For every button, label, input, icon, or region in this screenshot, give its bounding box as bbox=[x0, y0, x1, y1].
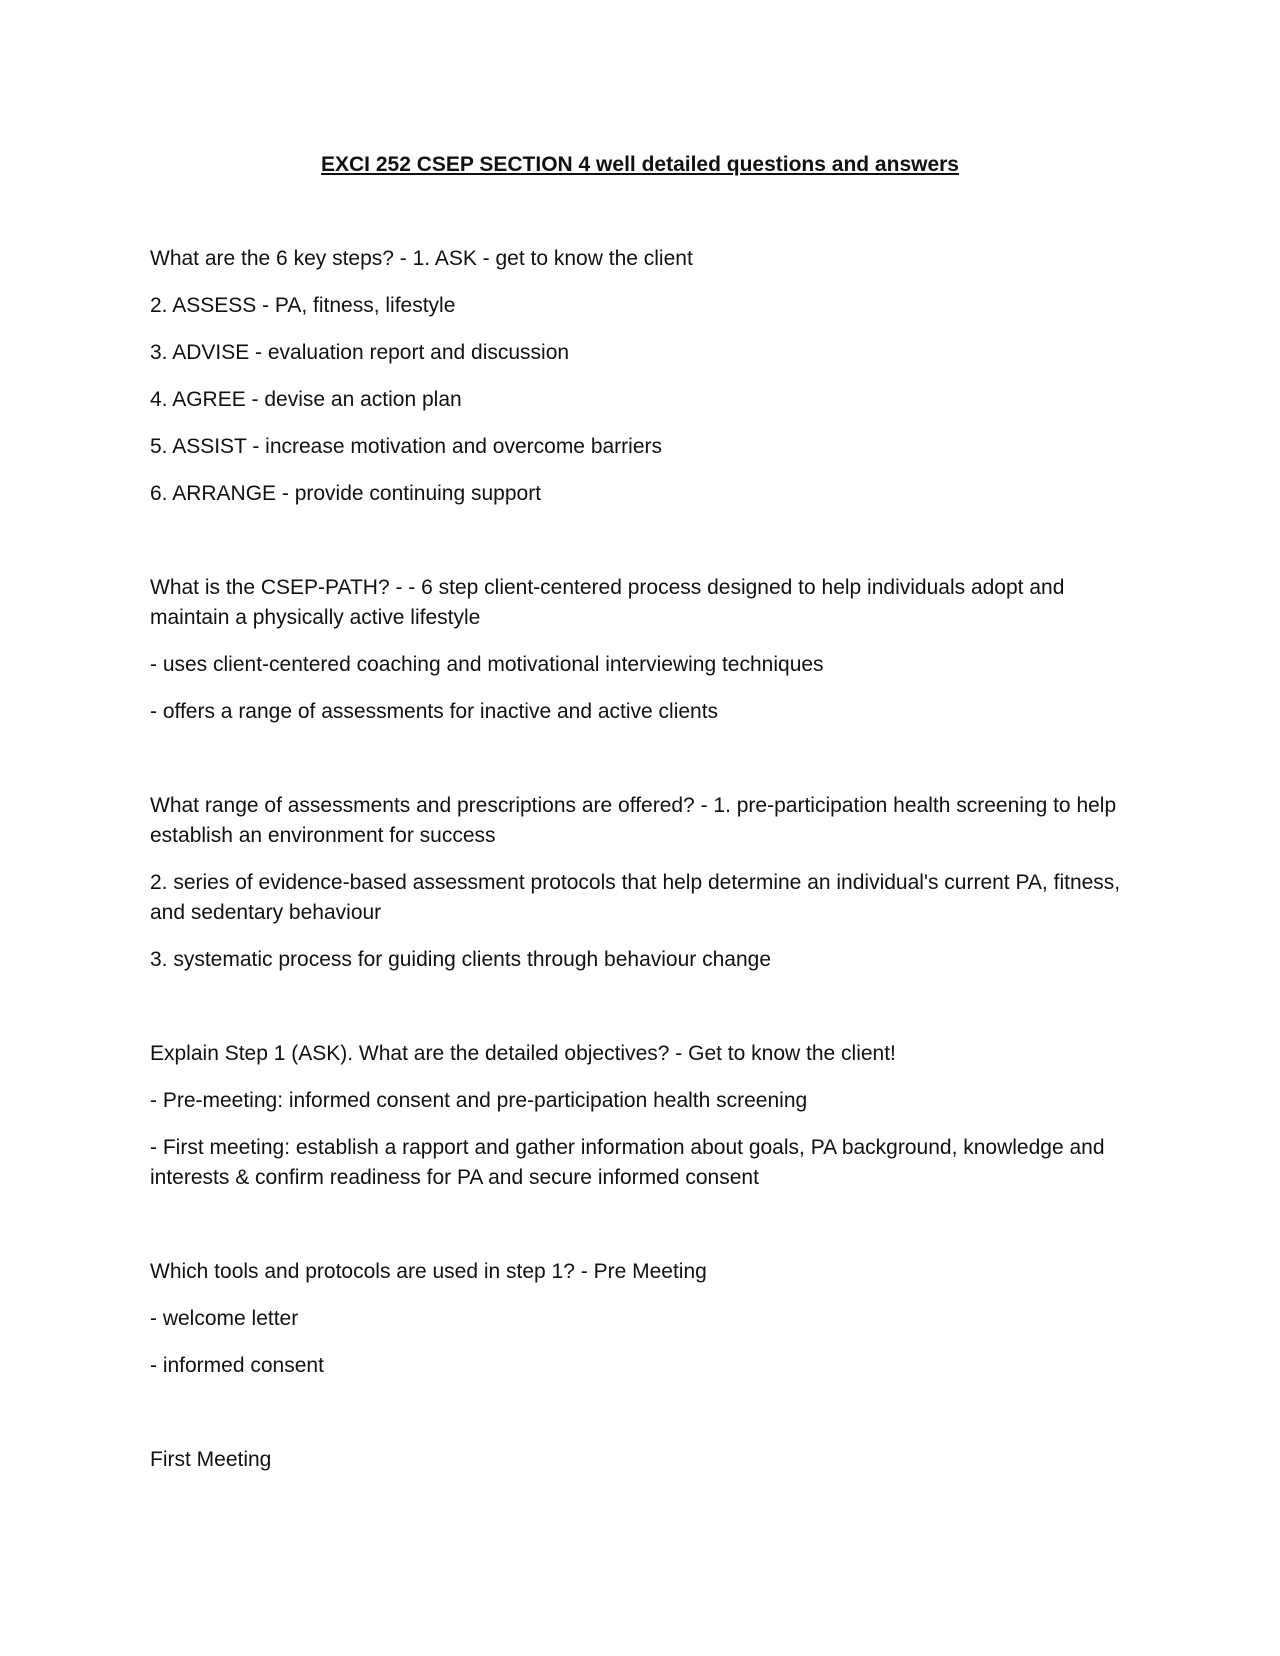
paragraph: First Meeting bbox=[150, 1448, 272, 1471]
document-title: EXCI 252 CSEP SECTION 4 well detailed questions and answers bbox=[321, 153, 959, 176]
paragraph: - welcome letter bbox=[150, 1307, 299, 1330]
paragraph: 6. ARRANGE - provide continuing support bbox=[150, 482, 542, 505]
paragraph: - First meeting: establish a rapport and gather information about goals, PA background, knowledge and interests & confirm readiness for PA and secure informed consent bbox=[150, 1136, 1105, 1189]
paragraph: - offers a range of assessments for inactive and active clients bbox=[150, 700, 719, 723]
paragraph: What range of assessments and prescriptions are offered? - 1. pre-participation health screening to help establish an environment for success bbox=[150, 794, 1117, 847]
paragraph: 4. AGREE - devise an action plan bbox=[150, 388, 462, 411]
paragraph: Explain Step 1 (ASK). What are the detailed objectives? - Get to know the client! bbox=[150, 1042, 896, 1065]
paragraph: - informed consent bbox=[150, 1354, 324, 1377]
qa-block-csep-path bbox=[150, 573, 1135, 727]
qa-block-step-1-tools bbox=[150, 1257, 1135, 1381]
qa-block-step-1-objectives bbox=[150, 1039, 1135, 1193]
paragraph: What are the 6 key steps? - 1. ASK - get to know the client bbox=[150, 247, 693, 270]
paragraph: 3. systematic process for guiding clients through behaviour change bbox=[150, 948, 772, 971]
paragraph: 2. ASSESS - PA, fitness, lifestyle bbox=[150, 294, 456, 317]
paragraph: Which tools and protocols are used in step 1? - Pre Meeting bbox=[150, 1260, 707, 1283]
paragraph: 3. ADVISE - evaluation report and discussion bbox=[150, 341, 570, 364]
document-body bbox=[150, 244, 1135, 1539]
paragraph: 2. series of evidence-based assessment protocols that help determine an individual's current PA, fitness, and sedentary behaviour bbox=[150, 871, 1121, 924]
paragraph: - Pre-meeting: informed consent and pre-participation health screening bbox=[150, 1089, 808, 1112]
qa-block-first-meeting bbox=[150, 1445, 1135, 1475]
paragraph: 5. ASSIST - increase motivation and overcome barriers bbox=[150, 435, 663, 458]
qa-block-assessments bbox=[150, 791, 1135, 975]
qa-block-key-steps bbox=[150, 244, 1135, 509]
paragraph: - uses client-centered coaching and motivational interviewing techniques bbox=[150, 653, 824, 676]
paragraph: What is the CSEP-PATH? - - 6 step client-centered process designed to help individuals adopt and maintain a physically active lifestyle bbox=[150, 576, 1065, 629]
